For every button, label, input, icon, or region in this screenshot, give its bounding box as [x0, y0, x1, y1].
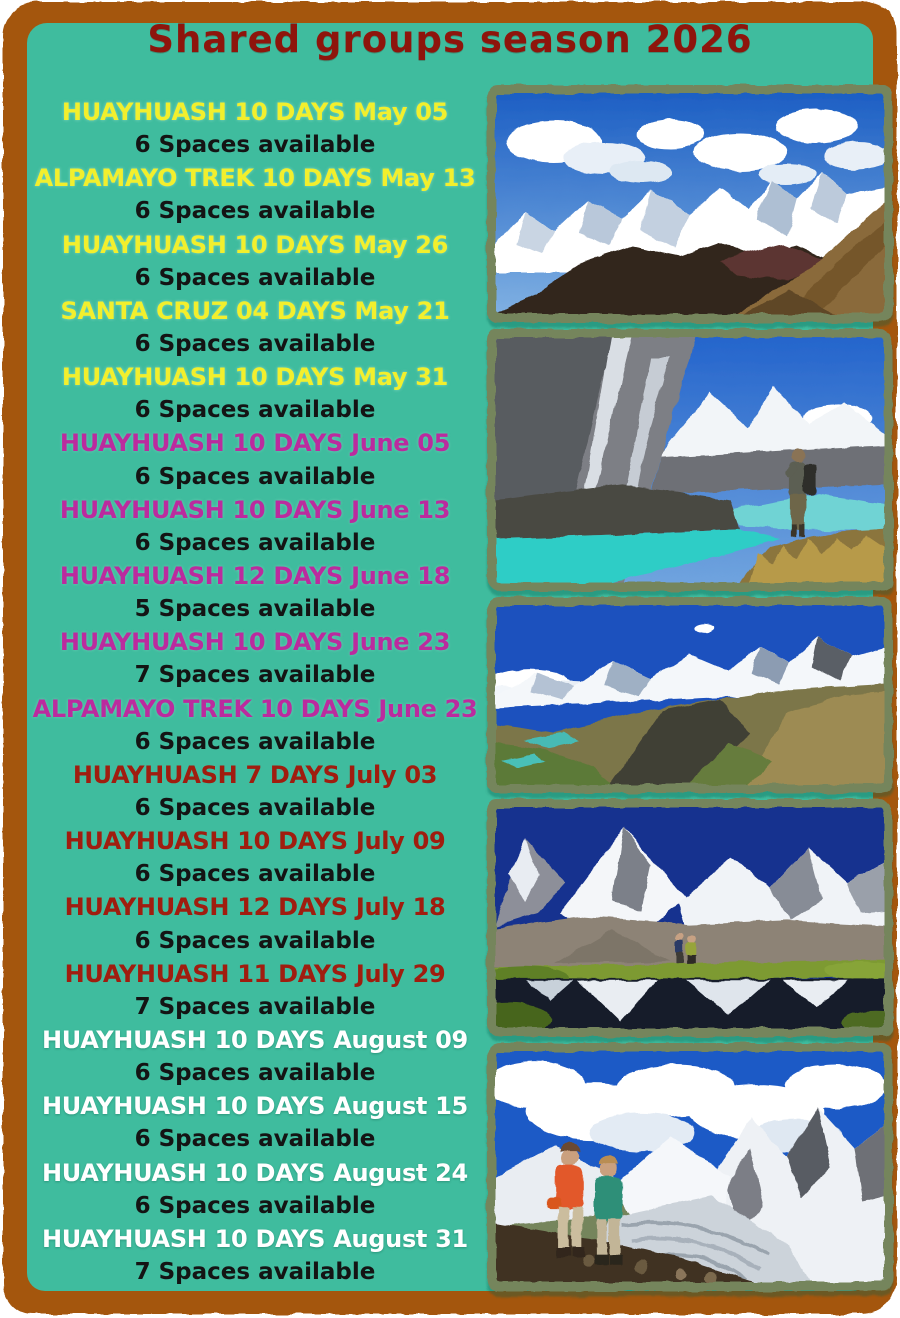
photo-glacier-trekkers — [487, 1043, 893, 1291]
photo-mountain-range — [487, 85, 893, 323]
trek-title: HUAYHUASH 10 DAYS May 31 — [61, 363, 449, 392]
trek-spaces: 7 Spaces available — [134, 1258, 376, 1285]
trek-title: HUAYHUASH 10 DAYS August 09 — [42, 1025, 468, 1054]
trek-title: SANTA CRUZ 04 DAYS May 21 — [60, 296, 450, 325]
trek-spaces: 6 Spaces available — [134, 330, 376, 357]
poster-title: Shared groups season 2026 — [147, 18, 753, 61]
trek-spaces: 6 Spaces available — [134, 1126, 376, 1153]
trek-title: HUAYHUASH 10 DAYS May 26 — [61, 230, 449, 259]
trek-title: HUAYHUASH 10 DAYS August 15 — [42, 1092, 468, 1121]
trek-title: HUAYHUASH 12 DAYS July 18 — [64, 893, 446, 922]
trek-title: HUAYHUASH 11 DAYS July 29 — [64, 959, 446, 988]
trek-spaces: 6 Spaces available — [134, 264, 376, 291]
trek-title: HUAYHUASH 10 DAYS June 05 — [59, 429, 451, 458]
trek-spaces: 7 Spaces available — [134, 993, 376, 1020]
photo-ridge-panorama — [487, 597, 893, 793]
trek-spaces: 7 Spaces available — [134, 662, 376, 689]
trek-spaces: 5 Spaces available — [134, 596, 376, 623]
trek-title: HUAYHUASH 10 DAYS June 13 — [59, 495, 451, 524]
trek-title: HUAYHUASH 7 DAYS July 03 — [72, 760, 438, 789]
photo-lakes-hiker — [487, 329, 893, 591]
trek-spaces: 6 Spaces available — [134, 198, 376, 225]
trek-schedule-list — [30, 96, 480, 1289]
photo-column — [487, 85, 893, 1291]
trek-title: HUAYHUASH 10 DAYS July 09 — [64, 827, 446, 856]
trek-spaces: 6 Spaces available — [134, 1192, 376, 1219]
trek-title: HUAYHUASH 10 DAYS May 05 — [61, 98, 449, 126]
trek-title: HUAYHUASH 12 DAYS June 18 — [59, 561, 451, 590]
trek-spaces: 6 Spaces available — [134, 529, 376, 556]
trek-title: HUAYHUASH 10 DAYS August 24 — [42, 1158, 468, 1187]
trek-spaces: 6 Spaces available — [134, 132, 376, 159]
trek-spaces: 6 Spaces available — [134, 463, 376, 490]
trek-spaces: 6 Spaces available — [134, 397, 376, 424]
photo-reflection-pond — [487, 799, 893, 1037]
trek-spaces: 6 Spaces available — [134, 1060, 376, 1087]
trek-title: ALPAMAYO TREK 10 DAYS June 23 — [32, 694, 478, 723]
trek-spaces: 6 Spaces available — [134, 927, 376, 954]
trek-spaces: 6 Spaces available — [134, 794, 376, 821]
trek-spaces: 6 Spaces available — [134, 728, 376, 755]
trek-title: HUAYHUASH 10 DAYS August 31 — [42, 1224, 468, 1253]
trek-title: HUAYHUASH 10 DAYS June 23 — [59, 628, 451, 657]
trek-spaces: 6 Spaces available — [134, 861, 376, 888]
trek-title: ALPAMAYO TREK 10 DAYS May 13 — [34, 164, 476, 193]
